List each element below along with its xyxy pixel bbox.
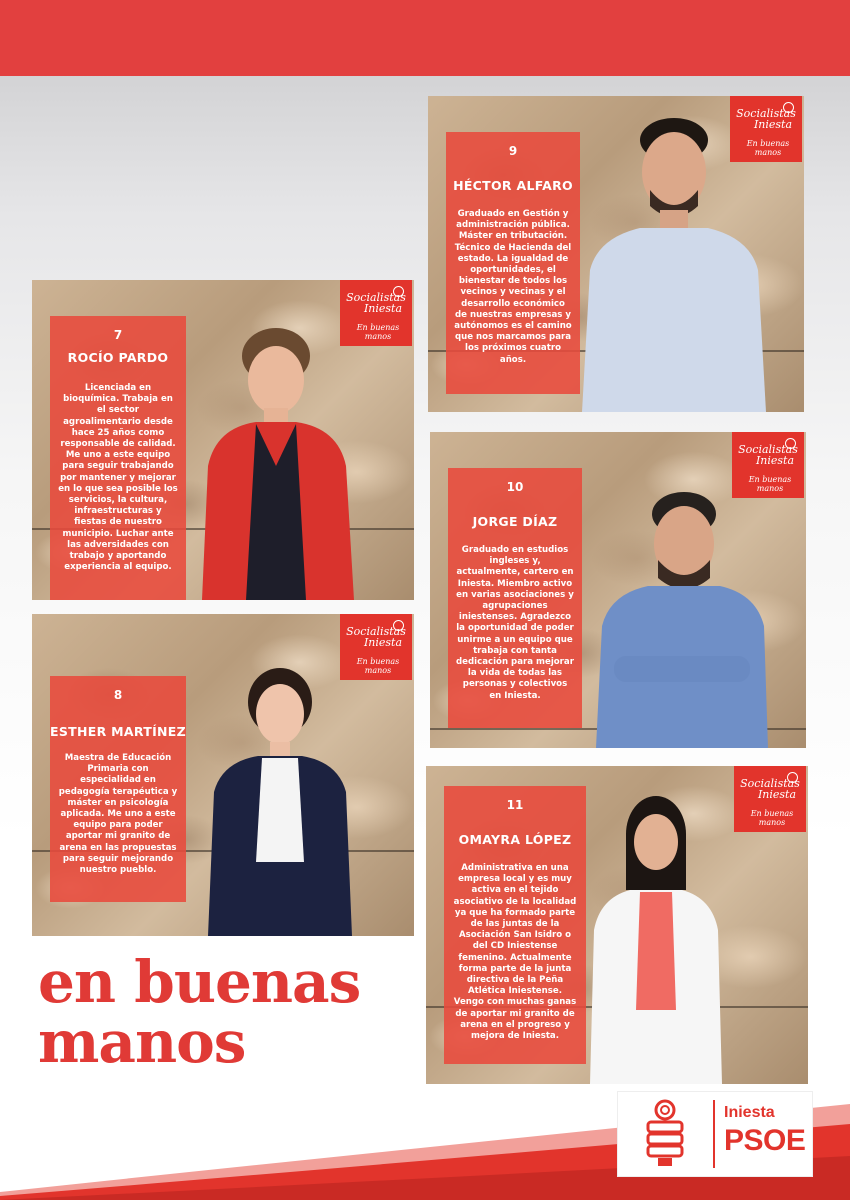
rose-icon (393, 620, 404, 631)
party-name: PSOE (724, 1124, 806, 1157)
candidate-bio: Graduado en Gestión y administración pública. Máster en tributación. Técnico de Hacienda del estado. La igualdad de oportunidades, el bienestar de todos los vecinos y vecinas y el desarrollo económico de nuestras empresas y autónomos es el camino que nos marcamos para los próximos cuatro años. (454, 209, 572, 365)
bio-panel (50, 316, 186, 600)
top-banner (0, 0, 850, 76)
party-logo: Socialistas Iniesta En buenas manos (340, 614, 412, 680)
candidate-name: ESTHER MARTÍNEZ (50, 724, 186, 739)
rose-icon (787, 772, 798, 783)
candidate-name: ROCÍO PARDO (67, 350, 169, 365)
party-logo: Socialistas Iniesta En buenas manos (730, 96, 802, 162)
fist-rose-icon (640, 1098, 690, 1168)
candidate-number: 9 (508, 144, 518, 158)
bio-panel (444, 786, 586, 1064)
candidate-name: JORGE DÍAZ (472, 514, 558, 529)
psoe-logo (618, 1092, 812, 1176)
rose-icon (393, 286, 404, 297)
slogan-line-1: en buenas (38, 948, 361, 1016)
candidate-bio: Graduado en estudios ingleses y, actualmente, cartero en Iniesta. Miembro activo en varias asociaciones y agrupaciones iniestenses. Agradezco la oportunidad de poder unirme a un equipo que trabaja con tanta dedicación para mejorar la vida de todas las personas y colectivos en Iniesta. (456, 545, 574, 701)
bio-panel (446, 132, 580, 394)
bio-panel (448, 468, 582, 728)
candidate-name: HÉCTOR ALFARO (453, 178, 573, 193)
candidate-bio: Administrativa en una empresa local y es muy activa en el tejido asociativo de la localidad ya que ha formado parte de las juntas de la Asociación San Isidro o del CD Iniestense femenino. Actualmente forma parte de la junta directiva de la Peña Atlética Iniestense. Vengo con muchas ganas de aportar mi granito de arena en el progreso y mejora de Iniesta. (453, 863, 577, 1042)
rose-icon (783, 102, 794, 113)
party-town: Iniesta (724, 1104, 775, 1121)
party-logo: Socialistas Iniesta En buenas manos (340, 280, 412, 346)
candidate-number: 10 (506, 480, 524, 494)
logo-divider (713, 1100, 715, 1168)
candidate-number: 11 (506, 798, 524, 812)
candidate-photo (202, 316, 414, 600)
candidate-number: 8 (113, 688, 123, 702)
rose-icon (785, 438, 796, 449)
candidate-card-11 (426, 766, 808, 1084)
candidate-name: OMAYRA LÓPEZ (458, 832, 572, 847)
candidate-card-9 (428, 96, 804, 412)
slogan (38, 948, 361, 1076)
slogan-line-2: manos (38, 1008, 246, 1076)
candidate-photo (590, 486, 772, 748)
candidate-bio: Licenciada en bioquímica. Trabaja en el sector agroalimentario desde hace 25 años como responsable de calidad. Me uno a este equipo para seguir trabajando por mantener y mejorar en lo que sea posible los servicios, la cultura, infraestructuras y fiestas de nuestro municipio. Luchar ante las adversidades con trabajo y aportando experiencia al equipo. (58, 383, 178, 573)
candidate-card-7 (32, 280, 414, 600)
candidate-card-8 (32, 614, 414, 936)
bio-panel (50, 676, 186, 902)
candidate-bio: Maestra de Educación Primaria con especialidad en pedagogía terapéutica y máster en psicología aplicada. Me uno a este equipo para poder aportar mi granito de arena en las propuestas para seguir mejorando nuestro pueblo. (58, 753, 178, 876)
candidate-photo (584, 790, 730, 1084)
party-logo: Socialistas Iniesta En buenas manos (734, 766, 806, 832)
candidate-card-10 (430, 432, 806, 748)
candidate-photo (200, 662, 360, 936)
candidate-number: 7 (113, 328, 123, 342)
party-logo: Socialistas Iniesta En buenas manos (732, 432, 804, 498)
